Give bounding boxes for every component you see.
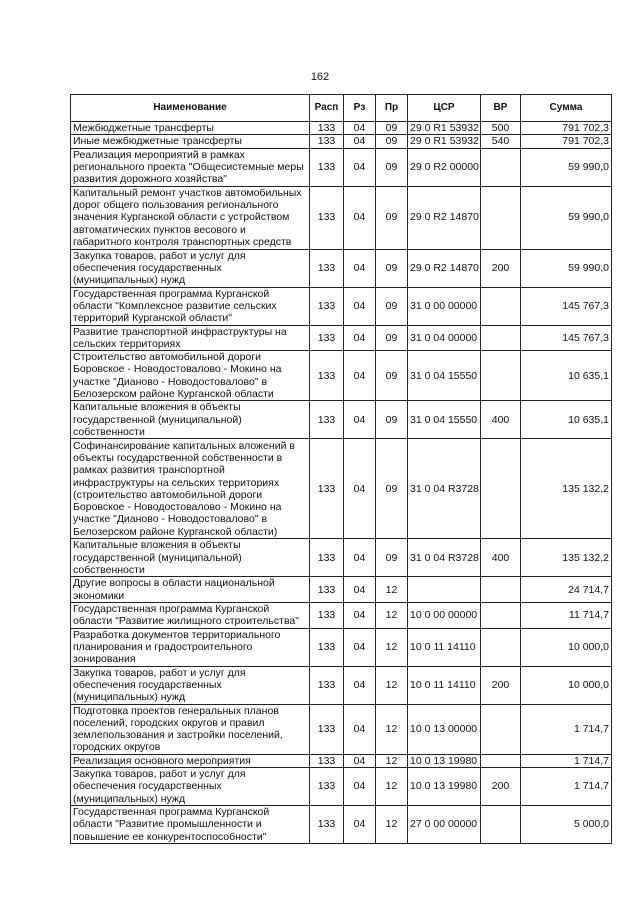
cell-rz: 04 [344,401,376,439]
header-sum: Сумма [521,95,612,122]
table-row [71,186,612,249]
cell-vr [481,351,521,401]
cell-rasp: 133 [310,401,344,439]
cell-sum: 791 702,3 [521,122,612,135]
cell-rz: 04 [344,806,376,844]
cell-name: Софинансирование капитальных вложений в объекты государственной собственности в рамках развития транспортной инфраструктуры на сельских территориях (строительство автомобильной дороги Боровское - Новодостовалово - Мокино на участке "Дианово - Новодостовалово" в Белозерском районе Курганской области) [71,439,310,539]
cell-rz: 04 [344,122,376,135]
cell-rz: 04 [344,602,376,628]
cell-rasp: 133 [310,628,344,666]
table-row [71,628,612,666]
cell-vr: 200 [481,768,521,806]
cell-pr: 12 [376,754,408,767]
cell-vr [481,754,521,767]
table-header-row [71,95,612,122]
cell-rz: 04 [344,148,376,186]
cell-name: Разработка документов территориального планирования и градостроительного зонирования [71,628,310,666]
cell-csr: 29 0 R2 14870 [408,186,481,249]
cell-sum: 10 635,1 [521,351,612,401]
cell-csr: 29 0 R2 14870 [408,249,481,287]
cell-rz: 04 [344,186,376,249]
cell-vr [481,325,521,351]
table-row [71,249,612,287]
cell-pr: 09 [376,325,408,351]
cell-sum: 135 132,2 [521,439,612,539]
cell-vr [481,577,521,603]
table-row [71,148,612,186]
cell-rz: 04 [344,704,376,754]
page-number: 162 [310,71,330,83]
cell-pr: 09 [376,122,408,135]
cell-pr: 09 [376,351,408,401]
cell-vr [481,148,521,186]
cell-sum: 145 767,3 [521,287,612,325]
cell-sum: 1 714,7 [521,704,612,754]
cell-rz: 04 [344,135,376,148]
cell-name: Государственная программа Курганской области "Комплексное развитие сельских территорий Курганской области" [71,287,310,325]
cell-sum: 24 714,7 [521,577,612,603]
cell-csr: 29 0 R1 53932 [408,122,481,135]
cell-csr: 10 0 00 00000 [408,602,481,628]
cell-vr [481,806,521,844]
table-row [71,704,612,754]
cell-name: Капитальные вложения в объекты государственной (муниципальной) собственности [71,401,310,439]
cell-vr [481,704,521,754]
cell-sum: 10 000,0 [521,666,612,704]
cell-sum: 10 635,1 [521,401,612,439]
cell-name: Закупка товаров, работ и услуг для обеспечения государственных (муниципальных) нужд [71,249,310,287]
cell-name: Реализация основного мероприятия [71,754,310,767]
cell-vr: 400 [481,539,521,577]
cell-rz: 04 [344,325,376,351]
cell-pr: 12 [376,768,408,806]
cell-pr: 12 [376,806,408,844]
cell-name: Межбюджетные трансферты [71,122,310,135]
cell-rz: 04 [344,287,376,325]
table-row [71,122,612,135]
cell-rz: 04 [344,577,376,603]
table-row [71,602,612,628]
cell-rasp: 133 [310,122,344,135]
cell-sum: 59 990,0 [521,249,612,287]
table-row [71,806,612,844]
cell-rasp: 133 [310,439,344,539]
cell-csr: 31 0 00 00000 [408,287,481,325]
table-row [71,135,612,148]
cell-pr: 12 [376,666,408,704]
cell-pr: 12 [376,628,408,666]
table-row [71,439,612,539]
cell-rasp: 133 [310,577,344,603]
cell-vr [481,186,521,249]
cell-pr: 09 [376,249,408,287]
cell-pr: 09 [376,135,408,148]
cell-rasp: 133 [310,148,344,186]
cell-pr: 12 [376,577,408,603]
cell-rz: 04 [344,666,376,704]
cell-csr: 27 0 00 00000 [408,806,481,844]
cell-csr: 31 0 04 00000 [408,325,481,351]
cell-sum: 1 714,7 [521,768,612,806]
cell-name: Капитальный ремонт участков автомобильных дорог общего пользования регионального значения Курганской области с устройством автоматических пунктов весового и габаритного контроля транспортных средств [71,186,310,249]
cell-sum: 135 132,2 [521,539,612,577]
cell-vr: 400 [481,401,521,439]
cell-rasp: 133 [310,602,344,628]
cell-name: Государственная программа Курганской области "Развитие промышленности и повышение ее конкурентоспособности" [71,806,310,844]
cell-rasp: 133 [310,754,344,767]
cell-pr: 09 [376,287,408,325]
cell-name: Капитальные вложения в объекты государственной (муниципальной) собственности [71,539,310,577]
cell-rz: 04 [344,754,376,767]
cell-rz: 04 [344,628,376,666]
cell-csr: 31 0 04 15550 [408,401,481,439]
cell-rasp: 133 [310,704,344,754]
table-row [71,666,612,704]
cell-vr [481,439,521,539]
cell-sum: 791 702,3 [521,135,612,148]
cell-sum: 11 714,7 [521,602,612,628]
cell-name: Закупка товаров, работ и услуг для обеспечения государственных (муниципальных) нужд [71,768,310,806]
cell-name: Строительство автомобильной дороги Боровское - Новодостовалово - Мокино на участке "Дианово - Новодостовалово" в Белозерском районе Курганской области [71,351,310,401]
cell-rasp: 133 [310,325,344,351]
cell-rz: 04 [344,768,376,806]
cell-name: Государственная программа Курганской области "Развитие жилищного строительства" [71,602,310,628]
budget-table [70,94,612,844]
cell-csr: 31 0 04 15550 [408,351,481,401]
table-row [71,754,612,767]
table-row [71,325,612,351]
header-vr: ВР [481,95,521,122]
cell-vr [481,602,521,628]
table-row [71,351,612,401]
cell-csr: 29 0 R1 53932 [408,135,481,148]
cell-pr: 09 [376,148,408,186]
cell-rz: 04 [344,351,376,401]
cell-rz: 04 [344,249,376,287]
cell-vr [481,287,521,325]
header-rz: Рз [344,95,376,122]
cell-csr: 10 0 11 14110 [408,628,481,666]
cell-sum: 10 000,0 [521,628,612,666]
cell-csr: 31 0 04 R3728 [408,539,481,577]
cell-vr: 200 [481,249,521,287]
cell-pr: 09 [376,539,408,577]
cell-sum: 1 714,7 [521,754,612,767]
table-row [71,577,612,603]
cell-vr: 200 [481,666,521,704]
cell-vr: 540 [481,135,521,148]
cell-csr [408,577,481,603]
table-row [71,539,612,577]
cell-csr: 10 0 13 00000 [408,704,481,754]
cell-rasp: 133 [310,768,344,806]
header-name: Наименование [71,95,310,122]
cell-name: Иные межбюджетные трансферты [71,135,310,148]
table-row [71,287,612,325]
cell-pr: 12 [376,602,408,628]
cell-sum: 59 990,0 [521,148,612,186]
cell-rasp: 133 [310,806,344,844]
cell-rasp: 133 [310,666,344,704]
cell-vr: 500 [481,122,521,135]
cell-csr: 31 0 04 R3728 [408,439,481,539]
cell-csr: 10 0 13 19980 [408,768,481,806]
table-row [71,768,612,806]
header-pr: Пр [376,95,408,122]
cell-name: Другие вопросы в области национальной экономики [71,577,310,603]
cell-vr [481,628,521,666]
cell-rasp: 133 [310,186,344,249]
cell-pr: 09 [376,186,408,249]
table-row [71,401,612,439]
cell-csr: 10 0 13 19980 [408,754,481,767]
cell-csr: 29 0 R2 00000 [408,148,481,186]
cell-rasp: 133 [310,287,344,325]
cell-sum: 59 990,0 [521,186,612,249]
cell-name: Закупка товаров, работ и услуг для обеспечения государственных (муниципальных) нужд [71,666,310,704]
table-body [71,122,612,844]
cell-rz: 04 [344,539,376,577]
cell-rasp: 133 [310,249,344,287]
cell-pr: 09 [376,439,408,539]
cell-pr: 09 [376,401,408,439]
cell-rasp: 133 [310,135,344,148]
cell-name: Подготовка проектов генеральных планов поселений, городских округов и правил землепользования и застройки поселений, городских округов [71,704,310,754]
cell-csr: 10 0 11 14110 [408,666,481,704]
cell-rz: 04 [344,439,376,539]
cell-rasp: 133 [310,351,344,401]
cell-rasp: 133 [310,539,344,577]
header-rasp: Расп [310,95,344,122]
cell-sum: 5 000,0 [521,806,612,844]
cell-sum: 145 767,3 [521,325,612,351]
header-csr: ЦСР [408,95,481,122]
cell-name: Реализация мероприятий в рамках регионального проекта "Общесистемные меры развития дорожного хозяйства" [71,148,310,186]
cell-pr: 12 [376,704,408,754]
cell-name: Развитие транспортной инфраструктуры на сельских территориях [71,325,310,351]
